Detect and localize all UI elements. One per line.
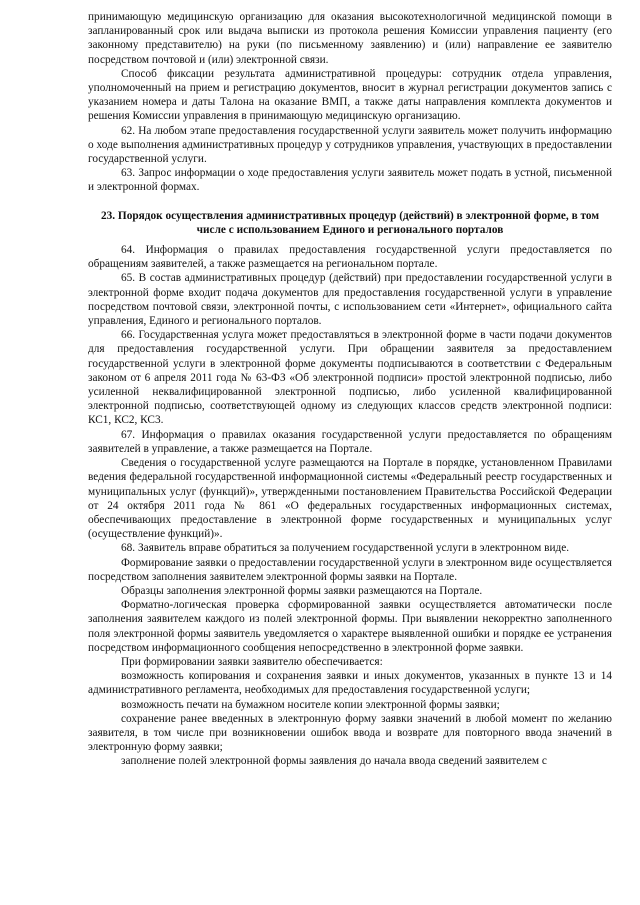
paragraph-fixation-method: Способ фиксации результата административной процедуры: сотрудник отдела управления, уполномоченный на прием и регистрацию документов, вносит в журнал регистрации документов запись с указанием номера и даты Талона на оказание ВМП, а также даты направления комплекта документов и решения Комиссии управления в принимающую медицинскую организацию.: [88, 67, 612, 123]
paragraph-63: 63. Запрос информации о ходе предоставления услуги заявитель может подать в устной, письменной и электронной формах.: [88, 167, 612, 194]
paragraph-form-samples: Образцы заполнения электронной формы заявки размещаются на Портале.: [121, 584, 483, 597]
section-heading-23: 23. Порядок осуществления административных процедур (действий) в электронной форме, в том числе с использованием Единого и регионального порталов: [100, 209, 600, 236]
paragraph-67: 67. Информация о правилах оказания государственной услуги предоставляется по обращениям заявителей в управление, а также размещается на Портале.: [88, 428, 612, 455]
paragraph-68: 68. Заявитель вправе обратиться за получением государственной услуги в электронном виде.: [121, 542, 570, 555]
paragraph-portal-info: Сведения о государственной услуге размещаются на Портале в порядке, установленном Правилами ведения федеральной государственной информационной системы «Федеральный реестр государственных и муниципальных услуг (функций)», утвержденными постановлением Правительства Российской Федерации от 24 октября 2011 года № 861 «О федеральных государственных информационных системах, обеспечивающих предоставление в электронной форме государственных и муниципальных услуг (осуществление функций)».: [88, 457, 612, 541]
paragraph-provided-list-intro: При формировании заявки заявителю обеспечивается:: [121, 655, 383, 668]
list-item-preserve-values: сохранение ранее введенных в электронную форму заявки значений в любой момент по желанию заявителя, в том числе при возникновении ошибок ввода и возврате для повторного ввода значений в электронную форму заявки;: [88, 712, 612, 754]
paragraph-continuation: принимающую медицинскую организацию для оказания высокотехнологичной медицинской помощи в запланированный срок или выдача выписки из протокола решения Комиссии управления пациенту (его законному представителю) на руки (по письменному заявлению) и (или) направление ее заявителю посредством почтовой и (или) электронной связи.: [88, 11, 612, 66]
document-page: [88, 10, 612, 769]
list-item-prefill-fields: заполнение полей электронной формы заявления до начала ввода сведений заявителем с: [121, 755, 547, 768]
paragraph-65: 65. В состав административных процедур (действий) при предоставлении государственной услуги в электронной форме входит подача документов для предоставления государственной услуги в управление посредством почтовой связи, электронной почты, с использованием сети «Интернет», официального сайта управления, Единого и регионального порталов.: [88, 272, 612, 328]
list-item-print: возможность печати на бумажном носителе копии электронной формы заявки;: [121, 698, 500, 711]
paragraph-64: 64. Информация о правилах предоставления государственной услуги предоставляется по обращениям заявителей, а также размещается на региональном портале.: [88, 244, 612, 271]
paragraph-format-check: Форматно-логическая проверка сформированной заявки осуществляется автоматически после заполнения заявителем каждого из полей электронной формы. При выявлении некорректно заполненного поля электронной формы заявитель уведомляется о характере выявленной ошибки и порядке ее устранения посредством информационного сообщения непосредственно в электронной форме заявки.: [88, 599, 612, 654]
paragraph-62: 62. На любом этапе предоставления государственной услуги заявитель может получить информацию о ходе выполнения административных процедур у сотрудников управления, участвующих в предоставлении государственной услуги.: [88, 124, 612, 166]
list-item-copy-save: возможность копирования и сохранения заявки и иных документов, указанных в пункте 13 и 14 административного регламента, необходимых для предоставления государственной услуги;: [88, 670, 612, 697]
paragraph-66: 66. Государственная услуга может предоставляться в электронной форме в части подачи документов для предоставления государственной услуги. При обращении заявителя за предоставлением государственной услуги в электронной форме документы подписываются в соответствии с Федеральным законом от 6 апреля 2011 года № 63-ФЗ «Об электронной подписи» простой электронной подписью, либо усиленной неквалифицированной электронной подписью, либо усиленной квалифицированной электронной подписью, соответствующей одному из следующих классов средств электронной подписи: КС1, КС2, КС3.: [88, 329, 612, 427]
paragraph-application-forming: Формирование заявки о предоставлении государственной услуги в электронном виде осуществляется посредством заполнения заявителем электронной формы заявки на Портале.: [88, 556, 612, 583]
